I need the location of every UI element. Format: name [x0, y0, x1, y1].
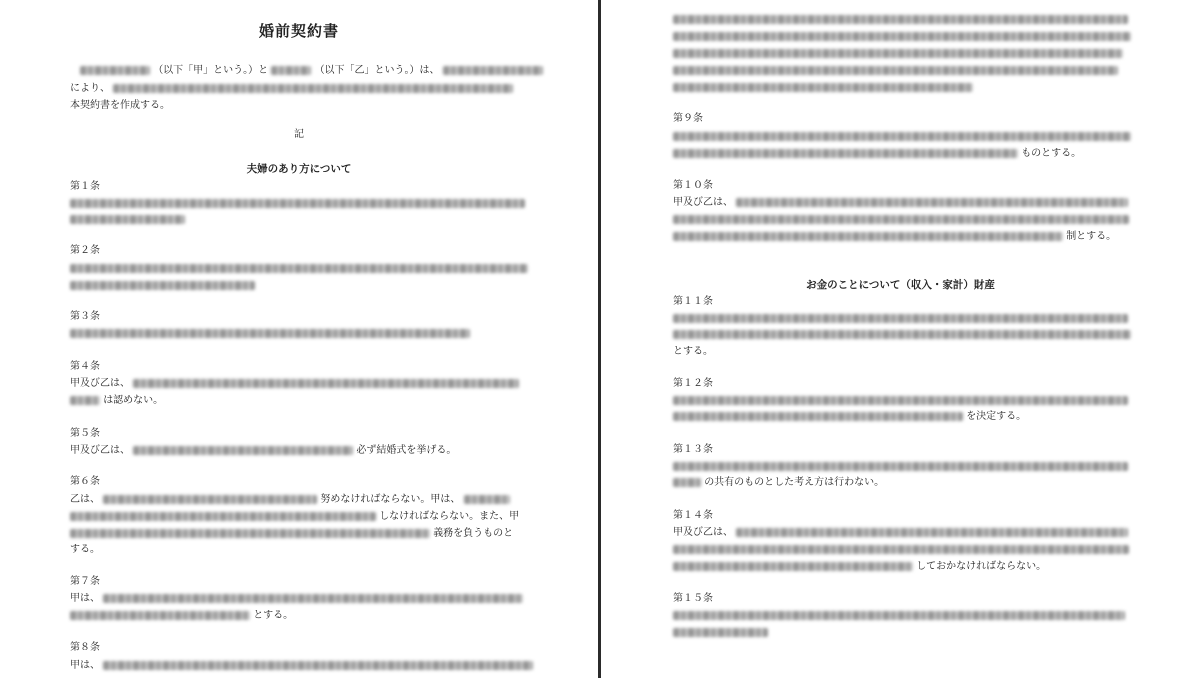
document-title: 婚前契約書	[258, 22, 339, 40]
text-fragment: 甲及び乙は、	[673, 197, 733, 208]
redacted-text	[443, 66, 543, 75]
article-text	[673, 626, 768, 640]
article-text	[673, 345, 713, 359]
article-text	[673, 394, 1128, 408]
article-text	[673, 147, 1081, 161]
article-text	[70, 213, 185, 227]
text-fragment: 努めなければならない。甲は、	[320, 494, 461, 505]
text-fragment: 甲及び乙は、	[70, 445, 130, 456]
redacted-text	[103, 661, 533, 670]
article-heading: 第２条	[70, 245, 100, 256]
article-text	[70, 609, 293, 623]
article-text	[70, 510, 519, 524]
text-fragment: 必ず結婚式を挙げる。	[356, 445, 457, 456]
redacted-text	[271, 66, 311, 75]
text-fragment: する。	[70, 544, 100, 555]
redacted-text	[70, 611, 250, 620]
redacted-text	[673, 132, 1131, 141]
text-fragment: 義務を負うものと	[433, 528, 514, 539]
text-fragment: 乙は、	[70, 494, 100, 505]
article-text	[70, 377, 519, 391]
article-text	[70, 592, 523, 606]
section-heading: 夫婦のあり方について	[246, 163, 352, 175]
redacted-text	[673, 462, 1128, 471]
redacted-text	[673, 562, 913, 571]
article-text	[70, 527, 513, 541]
redacted-text	[70, 329, 470, 338]
redacted-text	[673, 412, 963, 421]
article-text	[673, 460, 1128, 474]
text-fragment: 甲は、	[70, 660, 100, 671]
article-heading: 第８条	[70, 642, 100, 653]
article-text	[70, 493, 510, 507]
article-heading: 第５条	[70, 428, 100, 439]
text-fragment: しなければならない。また、甲	[379, 511, 520, 522]
redacted-text	[673, 49, 1123, 58]
redacted-text	[70, 512, 376, 521]
article-text	[673, 230, 1116, 244]
record-mark: 記	[294, 129, 304, 140]
redacted-text	[133, 446, 353, 455]
text-fragment: 甲は、	[70, 593, 100, 604]
redacted-text	[673, 314, 1128, 323]
redacted-text	[113, 84, 513, 93]
text-fragment: を決定する。	[966, 411, 1027, 422]
text-fragment: とする。	[673, 346, 713, 357]
article-heading: 第１３条	[673, 444, 713, 455]
intro-fragment-c: により、	[70, 83, 110, 94]
article-heading: 第６条	[70, 476, 100, 487]
right-page	[601, 0, 1200, 678]
text-fragment: 制とする。	[1066, 231, 1117, 242]
redacted-text	[673, 66, 1118, 75]
redacted-text	[673, 83, 973, 92]
article-heading: 第１５条	[673, 593, 713, 604]
article-heading: 第１２条	[673, 378, 713, 389]
article-text	[673, 130, 1131, 144]
article-text	[673, 81, 973, 95]
article-heading: 第１１条	[673, 296, 713, 307]
article-text	[70, 327, 470, 341]
redacted-text	[70, 199, 525, 208]
article-text	[673, 213, 1129, 227]
article-heading: 第４条	[70, 361, 100, 372]
redacted-text	[70, 396, 100, 405]
redacted-text	[673, 32, 1131, 41]
redacted-text	[673, 15, 1128, 24]
article-text	[673, 560, 1046, 574]
article-heading: 第１０条	[673, 180, 713, 191]
text-fragment: 甲及び乙は、	[673, 527, 733, 538]
article-text	[673, 476, 884, 490]
text-fragment: は認めない。	[103, 395, 164, 406]
redacted-text	[70, 281, 255, 290]
article-text	[673, 312, 1128, 326]
article-text	[70, 394, 163, 408]
article-heading: 第９条	[673, 113, 703, 124]
text-fragment: 甲及び乙は、	[70, 378, 130, 389]
article-text	[70, 262, 528, 276]
redacted-text	[103, 495, 317, 504]
redacted-text	[673, 215, 1129, 224]
article-text	[673, 328, 1131, 342]
section-heading: お金のことについて（収入・家計）財産	[806, 279, 995, 291]
article-text	[70, 279, 255, 293]
intro-line-2	[70, 82, 513, 96]
article-text	[673, 13, 1128, 27]
redacted-text	[673, 232, 1063, 241]
intro-line-3	[70, 99, 170, 113]
article-text	[673, 47, 1123, 61]
article-text	[673, 196, 1128, 210]
intro-line-1	[80, 64, 543, 78]
text-fragment: とする。	[253, 610, 294, 621]
article-text	[673, 30, 1131, 44]
redacted-text	[80, 66, 150, 75]
redacted-text	[673, 478, 701, 487]
article-text	[70, 197, 525, 211]
text-fragment: の共有のものとした考え方は行わない。	[704, 477, 885, 488]
redacted-text	[673, 330, 1131, 339]
text-fragment: しておかなければならない。	[916, 561, 1047, 572]
article-text	[70, 444, 456, 458]
redacted-text	[673, 545, 1129, 554]
article-text	[70, 659, 533, 673]
redacted-text	[736, 198, 1128, 207]
redacted-text	[673, 611, 1125, 620]
redacted-text	[736, 528, 1128, 537]
article-text	[70, 543, 100, 557]
article-heading: 第３条	[70, 311, 100, 322]
redacted-text	[70, 264, 528, 273]
article-heading: 第７条	[70, 576, 100, 587]
redacted-text	[70, 529, 430, 538]
redacted-text	[103, 594, 523, 603]
redacted-text	[70, 215, 185, 224]
article-heading: 第１４条	[673, 510, 713, 521]
redacted-text	[464, 495, 510, 504]
article-text	[673, 543, 1129, 557]
article-text	[673, 526, 1128, 540]
redacted-text	[133, 379, 519, 388]
article-text	[673, 410, 1026, 424]
redacted-text	[673, 628, 768, 637]
left-page	[0, 0, 598, 678]
article-heading: 第１条	[70, 181, 100, 192]
article-text	[673, 609, 1125, 623]
redacted-text	[673, 396, 1128, 405]
article-text	[673, 64, 1118, 78]
text-fragment: ものとする。	[1021, 148, 1082, 159]
intro-fragment-b: （以下「乙」という。）は、	[314, 65, 440, 76]
intro-fragment-a: （以下「甲」という。）と	[153, 65, 269, 76]
redacted-text	[673, 149, 1018, 158]
intro-fragment-d: 本契約書を作成する。	[70, 100, 170, 111]
